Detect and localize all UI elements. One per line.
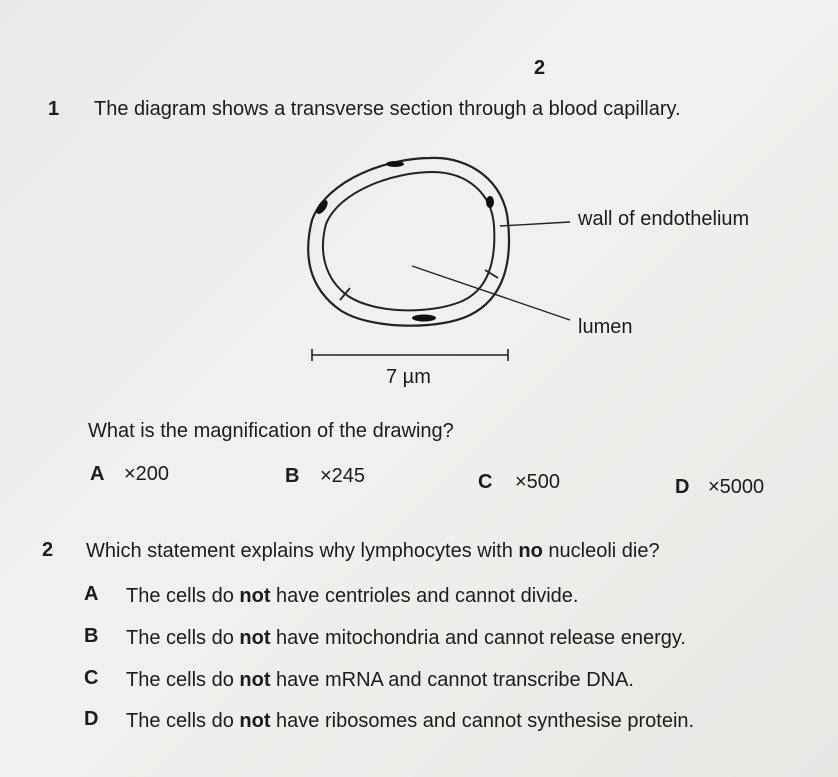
q1-option-c-value: ×500 bbox=[515, 471, 561, 493]
q1-option-b-letter: B bbox=[285, 465, 300, 487]
nucleus-4 bbox=[386, 161, 404, 167]
nucleus-3 bbox=[412, 315, 436, 322]
wall-label: wall of endothelium bbox=[578, 208, 750, 230]
q2-option-b-letter: B bbox=[84, 625, 99, 647]
lumen-label: lumen bbox=[578, 316, 633, 338]
q2-option-d-letter: D bbox=[84, 708, 99, 730]
q1-option-d-letter: D bbox=[675, 476, 690, 498]
capillary-diagram bbox=[300, 150, 780, 390]
q2-option-a-text: The cells do not have centrioles and cannot divide. bbox=[126, 585, 579, 607]
q1-option-d-value: ×5000 bbox=[708, 476, 765, 498]
wall-pointer-line bbox=[500, 222, 570, 226]
question-2-text: Which statement explains why lymphocytes with no nucleoli die? bbox=[86, 540, 660, 562]
q2-option-b-text: The cells do not have mitochondria and cannot release energy. bbox=[126, 627, 686, 649]
question-2-number: 2 bbox=[42, 539, 54, 561]
q2-option-a-letter: A bbox=[84, 583, 99, 605]
question-1-prompt: What is the magnification of the drawing? bbox=[88, 420, 454, 442]
scale-label: 7 µm bbox=[386, 366, 431, 388]
page-number: 2 bbox=[534, 57, 546, 79]
capillary-cross-section bbox=[300, 150, 780, 390]
question-1-text: The diagram shows a transverse section through a blood capillary. bbox=[94, 98, 681, 120]
q2-option-c-text: The cells do not have mRNA and cannot transcribe DNA. bbox=[126, 669, 634, 691]
capillary-outer-wall bbox=[308, 158, 509, 326]
question-1-number: 1 bbox=[48, 98, 60, 120]
nucleus-2 bbox=[486, 196, 494, 208]
q2-option-c-letter: C bbox=[84, 667, 99, 689]
q1-option-c-letter: C bbox=[478, 471, 493, 493]
q2-option-d-text: The cells do not have ribosomes and cannot synthesise protein. bbox=[126, 710, 695, 732]
q1-option-b-value: ×245 bbox=[320, 465, 366, 487]
q1-option-a-letter: A bbox=[90, 463, 105, 485]
q1-option-a-value: ×200 bbox=[124, 463, 170, 485]
